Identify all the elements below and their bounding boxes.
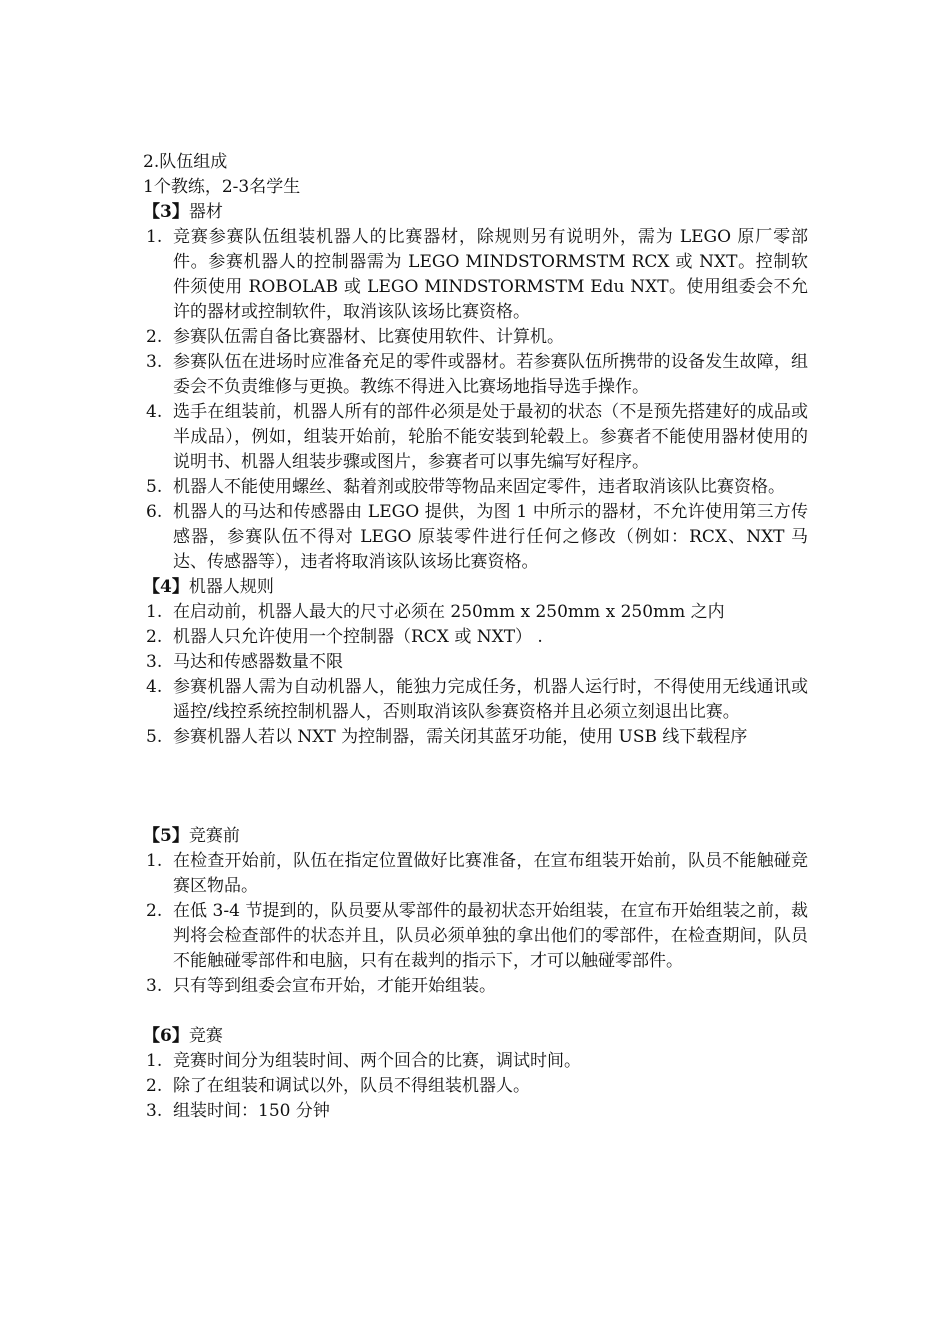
list-item (143, 1074, 808, 1099)
section-bracket-open: 【 (143, 1026, 160, 1046)
equipment-list (143, 225, 808, 575)
list-item-number: 1. (146, 602, 163, 622)
section-bracket-open: 【 (143, 826, 160, 846)
list-item (143, 325, 808, 350)
section-number: 6 (160, 1026, 172, 1046)
list-item-text: 参赛机器人需为自动机器人，能独力完成任务，机器人运行时，不得使用无线通讯或遥控/线控系统控制机器人，否则取消该队参赛资格并且必须立刻退出比赛。 (173, 677, 808, 722)
list-item (143, 849, 808, 899)
list-item-number: 6. (146, 502, 163, 522)
list-item (143, 725, 808, 750)
document-body (143, 150, 808, 1124)
intro-line-members: 1个教练，2-3名学生 (143, 177, 301, 197)
section-bracket-open: 【 (143, 577, 160, 597)
section-heading-robot-rules (143, 575, 808, 600)
list-item-text: 选手在组装前，机器人所有的部件必须是处于最初的状态（不是预先搭建好的成品或半成品），例如，组装开始前，轮胎不能安装到轮毂上。参赛者不能使用器材使用的说明书、机器人组装步骤或图片，参赛者可以事先编写好程序。 (173, 402, 808, 472)
list-item-text: 机器人只允许使用一个控制器（RCX 或 NXT） . (173, 627, 543, 647)
robot-rules-list (143, 600, 808, 750)
section-bracket-close: 】 (171, 202, 189, 222)
section-number: 5 (160, 826, 172, 846)
list-item-text: 只有等到组委会宣布开始，才能开始组装。 (173, 976, 496, 996)
section-title: 竞赛 (188, 1026, 223, 1046)
list-item-text: 除了在组装和调试以外，队员不得组装机器人。 (173, 1076, 530, 1096)
list-item-number: 3. (146, 352, 163, 372)
section-bracket-close: 】 (171, 826, 189, 846)
list-item-number: 5. (146, 477, 163, 497)
list-item (143, 400, 808, 475)
list-item-number: 2. (146, 901, 163, 921)
section-title: 机器人规则 (188, 577, 274, 597)
list-item-text: 机器人的马达和传感器由 LEGO 提供，为图 1 中所示的器材，不允许使用第三方传感器，参赛队伍不得对 LEGO 原装零件进行任何之修改（例如：RCX、NXT 马达、传感器等），违者将取消该队该场比赛资格。 (173, 502, 808, 572)
list-item-text: 机器人不能使用螺丝、黏着剂或胶带等物品来固定零件，违者取消该队比赛资格。 (173, 477, 785, 497)
list-item (143, 675, 808, 725)
list-item-number: 4. (146, 677, 163, 697)
section-number: 3 (160, 202, 172, 222)
list-item-number: 3. (146, 976, 163, 996)
section-heading-pre-competition (143, 824, 808, 849)
section-bracket-close: 】 (171, 1026, 189, 1046)
section-spacer (143, 750, 808, 824)
list-item (143, 650, 808, 675)
section-title: 竞赛前 (188, 826, 240, 846)
list-item-text: 在低 3-4 节提到的，队员要从零部件的最初状态开始组装，在宣布开始组装之前，裁判将会检查部件的状态并且，队员必须单独的拿出他们的零部件，在检查期间，队员不能触碰零部件和电脑，只有在裁判的指示下，才可以触碰零部件。 (173, 901, 808, 971)
list-item-text: 竞赛参赛队伍组装机器人的比赛器材，除规则另有说明外，需为 LEGO 原厂零部件。参赛机器人的控制器需为 LEGO MINDSTORMSTM RCX 或 NXT。控制软件须使用 ROBOLAB 或 LEGO MINDSTORMSTM Edu NXT。使用组委会不允许的器材或控制软件，取消该队该场比赛资格。 (173, 227, 808, 322)
list-item-text: 在检查开始前，队伍在指定位置做好比赛准备，在宣布组装开始前，队员不能触碰竞赛区物品。 (173, 851, 808, 896)
list-item (143, 1049, 808, 1074)
list-item (143, 500, 808, 575)
list-item (143, 350, 808, 400)
list-item-text: 在启动前，机器人最大的尺寸必须在 250mm x 250mm x 250mm 之内 (173, 602, 725, 622)
list-item-text: 参赛队伍需自备比赛器材、比赛使用软件、计算机。 (173, 327, 564, 347)
list-item-number: 2. (146, 1076, 163, 1096)
section-number: 4 (160, 577, 172, 597)
list-item (143, 225, 808, 325)
list-item-number: 2. (146, 327, 163, 347)
list-item-number: 5. (146, 727, 163, 747)
list-item-text: 参赛队伍在进场时应准备充足的零件或器材。若参赛队伍所携带的设备发生故障，组委会不负责维修与更换。教练不得进入比赛场地指导选手操作。 (173, 352, 808, 397)
list-item-text: 马达和传感器数量不限 (173, 652, 343, 672)
list-item-number: 4. (146, 402, 163, 422)
competition-list (143, 1049, 808, 1124)
list-item (143, 625, 808, 650)
section-spacer (143, 999, 808, 1024)
list-item (143, 600, 808, 625)
section-bracket-open: 【 (143, 202, 160, 222)
list-item (143, 974, 808, 999)
list-item-number: 1. (146, 1051, 163, 1071)
intro-line-team: 2.队伍组成 (143, 152, 228, 172)
list-item-number: 1. (146, 851, 163, 871)
list-item (143, 1099, 808, 1124)
list-item-number: 2. (146, 627, 163, 647)
list-item-text: 参赛机器人若以 NXT 为控制器，需关闭其蓝牙功能，使用 USB 线下载程序 (173, 727, 748, 747)
list-item-text: 竞赛时间分为组装时间、两个回合的比赛，调试时间。 (173, 1051, 581, 1071)
list-item-number: 3. (146, 652, 163, 672)
list-item (143, 475, 808, 500)
list-item-number: 1. (146, 227, 163, 247)
section-heading-competition (143, 1024, 808, 1049)
section-bracket-close: 】 (171, 577, 189, 597)
section-heading-equipment (143, 200, 808, 225)
list-item-number: 3. (146, 1101, 163, 1121)
pre-competition-list (143, 849, 808, 999)
section-title: 器材 (188, 202, 223, 222)
list-item (143, 899, 808, 974)
list-item-text: 组装时间：150 分钟 (173, 1101, 330, 1121)
